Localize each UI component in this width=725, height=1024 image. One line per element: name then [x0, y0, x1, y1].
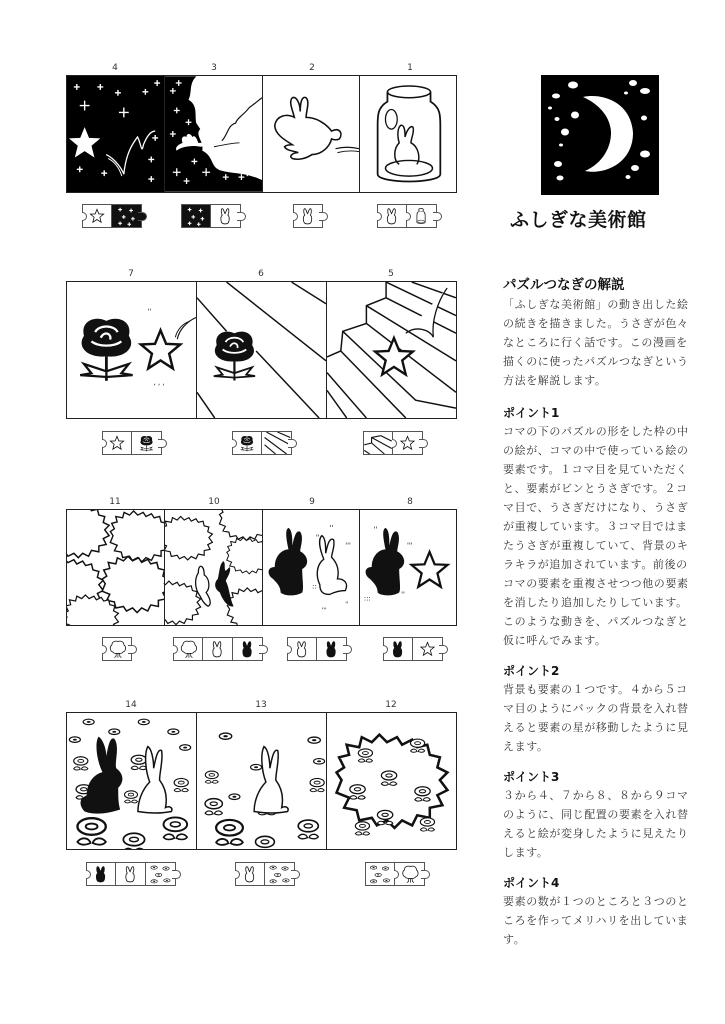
piece-star [393, 431, 423, 455]
flower-field-rabbits-illustration [67, 713, 196, 849]
stairs-star-illustration [327, 282, 456, 418]
panel-1-rabbit-in-bottle [359, 75, 457, 193]
svg-text:''': ''' [407, 541, 413, 550]
svg-text:'': '' [401, 590, 405, 599]
puzzle-pieces-panel-12 [365, 862, 425, 888]
panel-number: 12 [385, 700, 397, 710]
svg-text:'': '' [345, 602, 349, 609]
puzzle-pieces-panel-2 [293, 204, 323, 230]
logo-moon-illustration [541, 75, 659, 195]
panel-number: 7 [128, 269, 134, 279]
piece-rabbit-white [211, 204, 241, 228]
svg-text::::: ::: [363, 594, 371, 603]
black-rabbit-star-illustration [360, 510, 456, 625]
rabbit-jump-illustration [263, 76, 359, 192]
rabbit-night-illustration [165, 76, 262, 192]
piece-flowers [365, 862, 395, 886]
night-sky-illustration [67, 76, 164, 192]
piece-star [102, 431, 132, 455]
comic-row-3 [66, 496, 457, 676]
piece-bottle [407, 204, 437, 228]
two-rabbits-illustration [263, 510, 359, 625]
point-2-title: ポイント2 [503, 664, 560, 678]
panel-number: 4 [112, 63, 118, 73]
explanation-intro: 「ふしぎな美術館」の動き出した絵の続きを描きました。うさぎが色々なところに行く話です。この漫画を描くのに使ったパズルつなぎという方法を解説します。 [503, 298, 689, 387]
panel-number: 9 [309, 497, 315, 507]
svg-text:'': '' [315, 533, 320, 542]
panel-6-rose-stripes [196, 281, 327, 419]
piece-flowers [265, 862, 295, 886]
point-3-body: ３から４、７から８、８から９コマのように、同じ配置の要素を入れ替えると絵が変身したように見えたりします。 [503, 789, 689, 859]
puzzle-pieces-panel-1 [377, 204, 437, 230]
piece-rabbit-white [293, 204, 323, 228]
panel-11-forest [66, 509, 165, 626]
panel-number: 14 [125, 700, 137, 710]
panel-8-black-rabbit-star [359, 509, 457, 626]
panel-5-star-on-stairs [326, 281, 457, 419]
point-4-title: ポイント4 [503, 876, 560, 890]
svg-text:'': '' [373, 525, 378, 534]
explanation-heading: パズルつなぎの解説 [503, 277, 625, 293]
svg-text:, , ,: , , , [153, 378, 165, 387]
panel-number: 13 [255, 700, 267, 710]
piece-star [413, 637, 443, 661]
puzzle-pieces-panel-3 [181, 204, 241, 230]
panel-12-flower-bush [326, 712, 457, 850]
piece-rose [132, 431, 162, 455]
comic-row-4 [66, 699, 457, 909]
panel-number: 5 [388, 269, 394, 279]
piece-tree [102, 637, 132, 661]
rose-star-illustration [67, 282, 196, 418]
crescent-moon-icon [541, 75, 659, 195]
piece-flowers [146, 862, 176, 886]
comic-row-1 [66, 62, 457, 242]
piece-rabbit-white [235, 862, 265, 886]
panel-14-rabbits-in-flowers [66, 712, 197, 850]
svg-text:'': '' [147, 307, 152, 316]
panel-2-rabbit-jumping [262, 75, 360, 193]
puzzle-pieces-panel-9 [287, 637, 347, 663]
piece-rabbit-white [116, 862, 146, 886]
logo-title: ふしぎな美術館 [510, 209, 647, 231]
panel-number: 11 [109, 497, 121, 507]
piece-sparkle-night [181, 204, 211, 228]
point-3-title: ポイント3 [503, 770, 560, 784]
point-1-body: コマの下のパズルの形をした枠の中の絵が、コマの中で使っている絵の要素です。１コマ目を見ていただくと、要素がビンとうさぎです。２コマ目で、うさぎだけになり、うさぎが重複しています。３コマ目ではまたうさぎが重複していて、背景のキラキラが追加されています。前後のコマの要素を重複させつつ他の要素を消したり追加したりしています。このような動きを、パズルつなぎと仮に呼んでみます。 [503, 425, 689, 647]
puzzle-pieces-panel-6 [232, 431, 292, 457]
svg-text:::: :: [311, 582, 317, 591]
piece-rabbit-black [86, 862, 116, 886]
piece-rabbit-black [383, 637, 413, 661]
panel-number: 6 [258, 269, 264, 279]
explanation-section [503, 273, 698, 949]
puzzle-pieces-panel-10 [173, 637, 263, 663]
panel-4-night-sky [66, 75, 165, 193]
puzzle-pieces-panel-11 [102, 637, 132, 663]
point-4-body: 要素の数が１つのところと３つのところを作ってメリハリを出しています。 [503, 895, 689, 946]
piece-rabbit-white [203, 637, 233, 661]
panel-9-two-rabbits [262, 509, 360, 626]
piece-rabbit-black [317, 637, 347, 661]
panel-number: 3 [211, 63, 217, 73]
puzzle-pieces-panel-14 [86, 862, 176, 888]
piece-stripes [262, 431, 292, 455]
panel-number: 2 [309, 63, 315, 73]
piece-star [82, 204, 112, 228]
comic-row-2 [66, 268, 457, 468]
panel-number: 10 [208, 497, 220, 507]
puzzle-pieces-panel-8 [383, 637, 443, 663]
panel-number: 1 [407, 63, 413, 73]
piece-sparkle-night [112, 204, 142, 228]
flower-field-rabbit-illustration [197, 713, 326, 849]
piece-tree [173, 637, 203, 661]
piece-rabbit-white [377, 204, 407, 228]
panel-10-rabbits-in-bushes [164, 509, 263, 626]
point-2-body: 背景も要素の１つです。４から５コマ目のようにバックの背景を入れ替えると要素の星が移動したように見えます。 [503, 683, 689, 753]
panel-3-rabbit-leaping [164, 75, 263, 193]
svg-text:''': ''' [321, 608, 327, 615]
bottle-rabbit-illustration [360, 76, 456, 192]
piece-rose [232, 431, 262, 455]
svg-text:''': ''' [345, 541, 351, 550]
puzzle-pieces-panel-5 [363, 431, 423, 457]
point-1-title: ポイント1 [503, 406, 560, 420]
panel-7-rose-and-star [66, 281, 197, 419]
piece-tree [395, 862, 425, 886]
puzzle-pieces-panel-13 [235, 862, 295, 888]
piece-stairs [363, 431, 393, 455]
piece-rabbit-white [287, 637, 317, 661]
panel-number: 8 [407, 497, 413, 507]
puzzle-pieces-panel-4 [82, 204, 142, 230]
puzzle-pieces-panel-7 [102, 431, 162, 457]
piece-rabbit-black [233, 637, 263, 661]
flower-bush-illustration [327, 713, 456, 849]
forest-illustration [67, 510, 164, 625]
svg-text:'': '' [329, 523, 334, 532]
panel-13-white-rabbit-in-flowers [196, 712, 327, 850]
bushes-rabbits-illustration [165, 510, 262, 625]
rose-stripes-illustration [197, 282, 326, 418]
